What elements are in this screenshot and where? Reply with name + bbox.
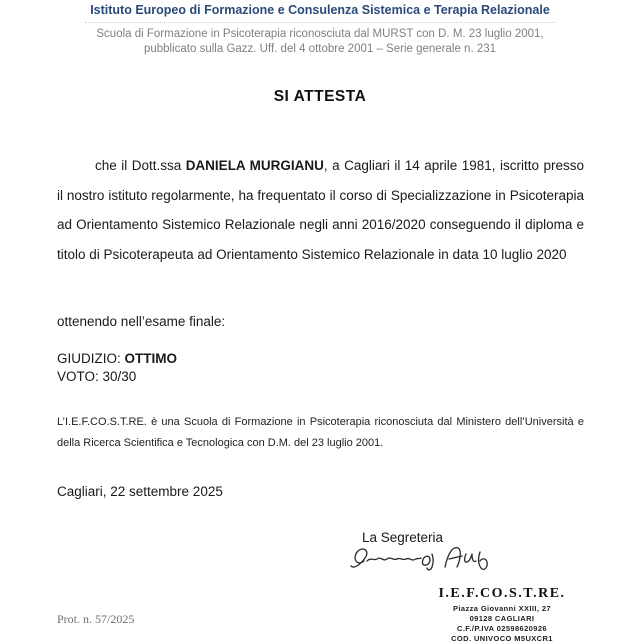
signature-role-label: La Segreteria — [362, 530, 444, 545]
giudizio-label: GIUDIZIO: — [57, 351, 125, 366]
attestation-intro: che il Dott.ssa — [95, 158, 186, 173]
exam-intro-line: ottenendo nell’esame finale: — [57, 314, 226, 329]
attestation-paragraph — [57, 151, 584, 269]
stamp-city: 09128 CAGLIARI — [469, 614, 535, 623]
stamp-address: Piazza Giovanni XXIII, 27 — [453, 604, 551, 613]
stamp-univoco-code: COD. UNIVOCO M5UXCR1 — [451, 634, 553, 643]
handwritten-signature-icon — [348, 541, 513, 583]
institute-stamp — [412, 586, 592, 644]
institute-name: Istituto Europeo di Formazione e Consulenza Sistemica e Terapia Relazionale — [90, 3, 550, 17]
stamp-vat: C.F./P.IVA 02598620926 — [457, 624, 547, 633]
protocol-number: Prot. n. 57/2025 — [57, 612, 135, 626]
giudizio-line — [57, 351, 177, 366]
stamp-institute-name: I.E.F.CO.S.T.RE. — [438, 586, 566, 601]
place-date-line: Cagliari, 22 settembre 2025 — [57, 484, 223, 499]
student-name: DANIELA MURGIANU — [185, 158, 324, 173]
certificate-title: SI ATTESTA — [273, 88, 367, 105]
giudizio-value: OTTIMO — [124, 351, 177, 366]
recognition-subtitle: Scuola di Formazione in Psicoterapia riconosciuta dal MURST con D. M. 23 luglio 2001, pubblicato sulla Gazz. Uff. del 4 ottobre 2001 – Serie generale n. 231 — [96, 28, 544, 55]
attestation-details: , a Cagliari il 14 aprile 1981, iscritto presso il nostro istituto regolarmente, ha frequentato il corso di Specializzazione in Psicoterapia ad Orientamento Sistemico Relazionale negli anni 2016/2020 conseguendo il diploma e titolo di Psicoterapeuta ad Orientamento Sistemico Relazionale in data 10 luglio 2020 — [57, 158, 584, 262]
recognition-footnote: L’I.E.F.CO.S.T.RE. è una Scuola di Formazione in Psicoterapia riconosciuta dal Ministero dell’Università e della Ricerca Scientifica e Tecnologica con D.M. del 23 luglio 2001. — [57, 416, 584, 449]
header-divider — [85, 22, 555, 23]
voto-line: VOTO: 30/30 — [57, 369, 137, 384]
